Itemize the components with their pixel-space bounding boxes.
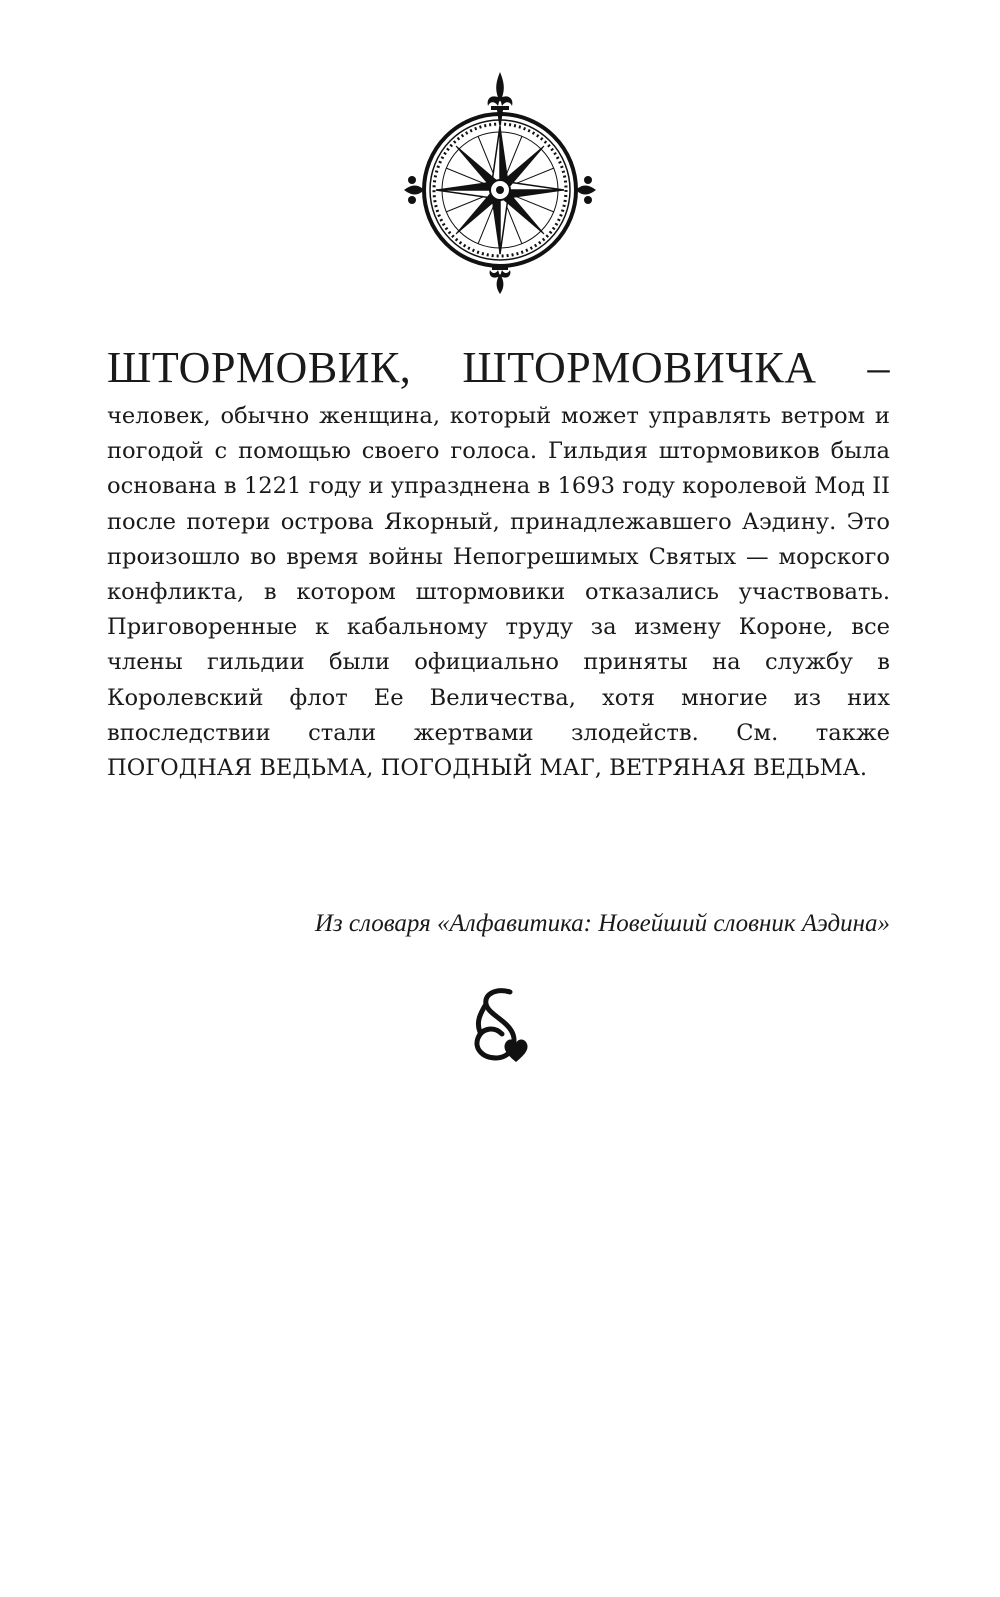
dictionary-entry xyxy=(107,340,890,786)
compass-rose-icon xyxy=(400,68,600,298)
entry-headword: ШТОРМОВИК, ШТОРМОВИЧКА – xyxy=(107,343,890,392)
source-attribution: Из словаря «Алфавитика: Новейший словник Аэдина» xyxy=(314,910,890,937)
entry-definition: человек, обычно женщина, который может управлять ветром и погодой с помощью своего голоса. Гильдия штормовиков была основана в 1221 году и упразднена в 1693 году королевой Мод II после потери острова Якорный, принадлежавшего Аэдину. Это произошло во время войны Непогрешимых Святых — морского конфликта, в котором штормовики отказались участвовать. Приговоренные к кабальному труду за измену Короне, все члены гильдии были официально приняты на службу в Королевский флот Ее Величества, хотя многие из них впоследствии стали жертвами злодейств. См. также ПОГОДНАЯ ВЕДЬМА, ПОГОДНЫЙ МАГ, ВЕТРЯНАЯ ВЕДЬМА. xyxy=(107,403,890,782)
ampersand-heart-icon xyxy=(466,986,536,1066)
